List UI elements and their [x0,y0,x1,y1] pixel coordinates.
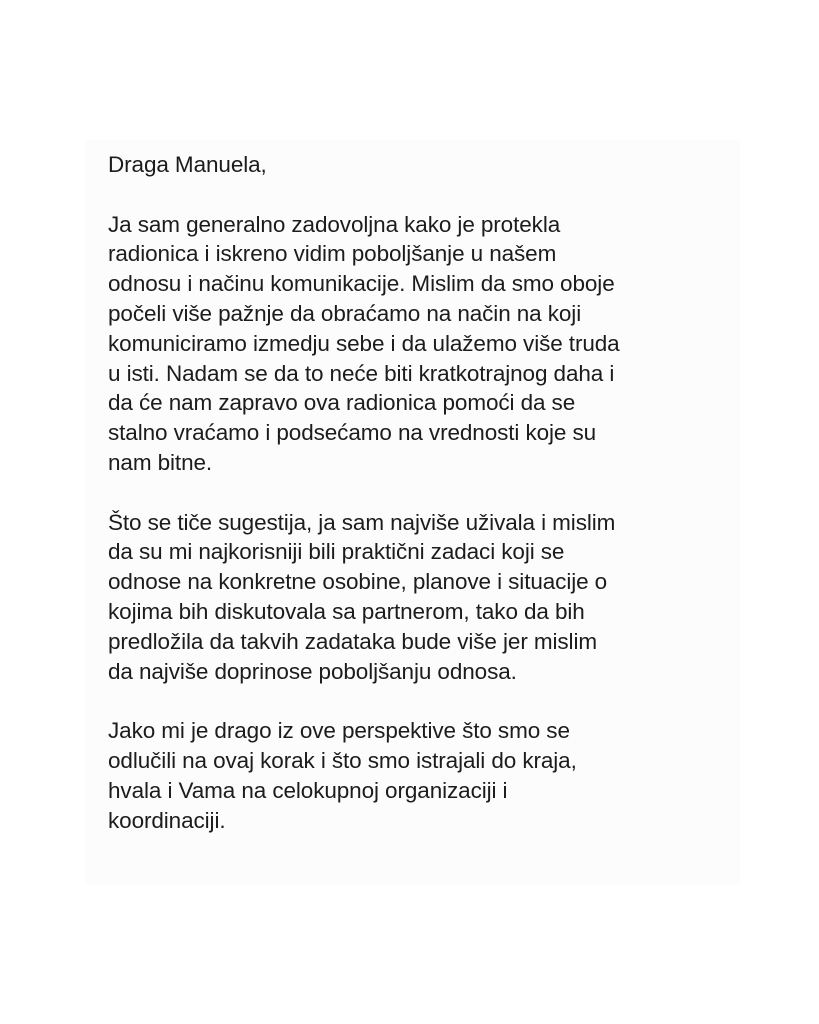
paragraph-line: odnosu i načinu komunikacije. Mislim da smo oboje [108,271,615,297]
paragraph-line: Jako mi je drago iz ove perspektive što smo se [108,718,570,744]
letter-body [108,150,728,835]
paragraph-line: odlučili na ovaj korak i što smo istrajali do kraja, [108,747,577,773]
paragraph-line: nam bitne. [108,449,213,475]
paragraph-line: da će nam zapravo ova radionica pomoći da se [108,390,576,416]
paragraph-line: radionica i iskreno vidim poboljšanje u našem [108,241,557,267]
paragraph-line: da su mi najkorisniji bili praktični zadaci koji se [108,539,565,565]
paragraph-line: odnose na konkretne osobine, planove i situacije o [108,569,608,595]
greeting-line: Draga Manuela, [108,152,267,177]
paragraph-gap [108,686,728,716]
paragraph-1 [108,210,728,478]
paragraph-line: da najviše doprinose poboljšanju odnosa. [108,658,517,684]
paragraph-2 [108,508,728,687]
paragraph-line: u isti. Nadam se da to neće biti kratkotrajnog daha i [108,360,615,386]
greeting [108,150,728,180]
paragraph-line: komuniciramo izmedju sebe i da ulažemo više truda [108,330,620,356]
paragraph-line: predložila da takvih zadataka bude više jer mislim [108,628,597,654]
paragraph-line: koordinaciji. [108,807,226,833]
paragraph-line: počeli više pažnje da obraćamo na način na koji [108,300,582,326]
paragraph-line: hvala i Vama na celokupnoj organizaciji i [108,777,508,803]
paragraph-line: Ja sam generalno zadovoljna kako je protekla [108,211,561,237]
paragraph-gap [108,180,728,210]
paragraph-line: kojima bih diskutovala sa partnerom, tako da bih [108,598,585,624]
paragraph-line: stalno vraćamo i podsećamo na vrednosti koje su [108,420,597,446]
paragraph-line: Što se tiče sugestija, ja sam najviše uživala i mislim [108,509,616,535]
paragraph-gap [108,478,728,508]
paragraph-3 [108,716,728,835]
